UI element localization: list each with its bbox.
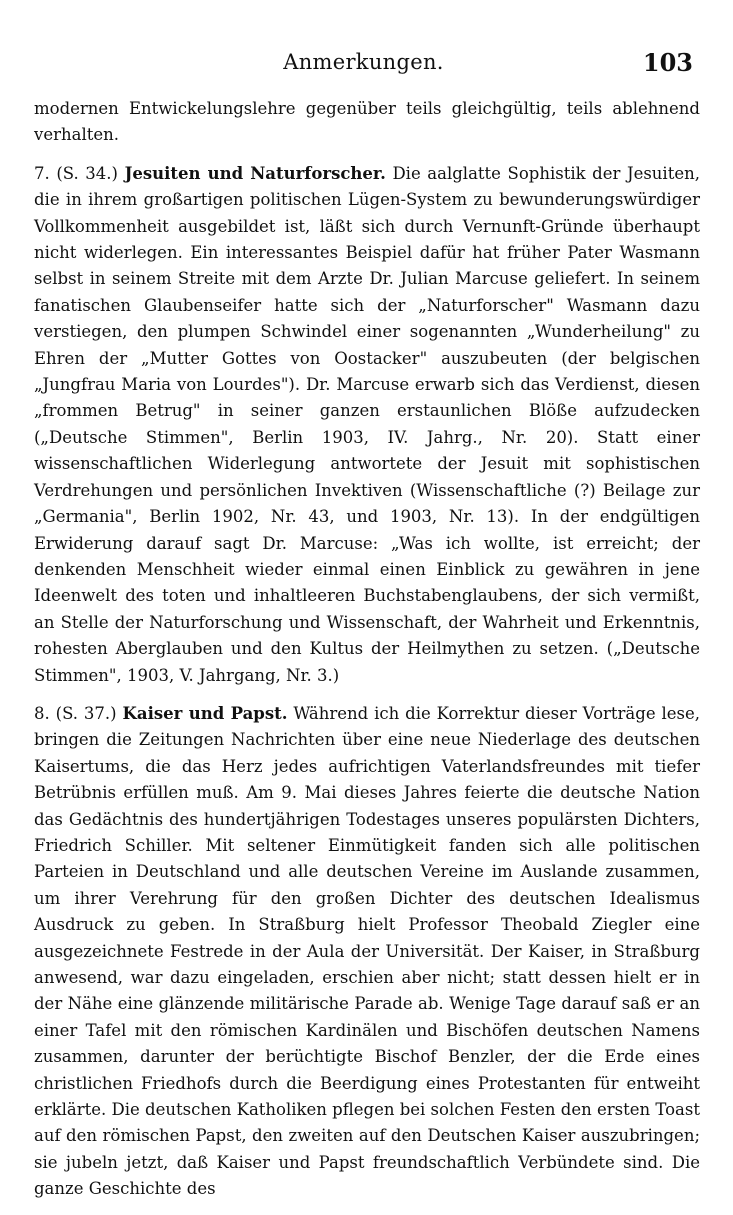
note-8-text: Während ich die Korrektur dieser Vorträge lese, bringen die Zeitungen Nachrichten über eine neue Niederlage des deutschen Kaisertums, die das Herz jedes aufrichtigen Vaterlandsfreundes mit tiefer Betrübnis erfüllen muß. Am 9. Mai dieses Jahres feierte die deutsche Nation das Gedächtnis des hundertjährigen Todestages unseres populärsten Dichters, Friedrich Schiller. Mit seltener Einmütigkeit fanden sich alle politischen Parteien in Deutschland und alle deutschen Vereine im Auslande zusammen, um ihrer Verehrung für den großen Dichter des deutschen Idealismus Ausdruck zu geben. In Straßburg hielt Professor Theobald Ziegler eine ausgezeichnete Festrede in der Aula der Universität. Der Kaiser, in Straßburg anwesend, war dazu eingeladen, erschien aber nicht; statt dessen hielt er in der Nähe eine glänzende militärische Parade ab. Wenige Tage darauf saß er an einer Tafel mit den römischen Kardinälen und Bischöfen deutschen Namens zusammen, darunter der berüchtigte Bischof Benzler, der die Erde eines christlichen Friedhofs durch die Beerdigung eines Protestanten für entweiht erklärte. Die deutschen Katholiken pflegen bei solchen Festen den ersten Toast auf den römischen Papst, den zweiten auf den Deutschen Kaiser auszubringen; sie jubeln jetzt, daß Kaiser und Papst freundschaftlich Verbündete sind. Die ganze Geschichte des [34, 703, 700, 1199]
note-7-text: Die aalglatte Sophistik der Jesuiten, die in ihrem großartigen politischen Lügen-System zu bewunderungswürdiger Vollkommenheit ausgebildet ist, läßt sich durch Vernunft-Gründe überhaupt nicht widerlegen. Ein interessantes Beispiel dafür hat früher Pater Wasmann selbst in seinem Streite mit dem Arzte Dr. Julian Marcuse geliefert. In seinem fanatischen Glaubenseifer hatte sich der „Naturforscher" Wasmann dazu verstiegen, den plumpen Schwindel einer sogenannten „Wunderheilung" zu Ehren der „Mutter Gottes von Oostacker" auszubeuten (der belgischen „Jungfrau Maria von Lourdes"). Dr. Marcuse erwarb sich das Verdienst, diesen „frommen Betrug" in seiner ganzen erstaunlichen Blöße aufzudecken („Deutsche Stimmen", Berlin 1903, IV. Jahrg., Nr. 20). Statt einer wissenschaftlichen Widerlegung antwortete der Jesuit mit sophistischen Verdrehungen und persönlichen Invektiven (Wissenschaftliche (?) Beilage zur „Germania", Berlin 1902, Nr. 43, und 1903, Nr. 13). In der endgültigen Erwiderung darauf sagt Dr. Marcuse: „Was ich wollte, ist erreicht; der denkenden Menschheit wieder einmal einen Einblick zu gewähren in jene Ideenwelt des toten und inhaltleeren Buchstabenglaubens, der sich vermißt, an Stelle der Naturforschung und Wissenschaft, der Wahrheit und Erkenntnis, rohesten Aberglauben und den Kultus der Heilmythen zu setzen. („Deutsche Stimmen", 1903, V. Jahrgang, Nr. 3.) [34, 163, 700, 685]
running-title: Anmerkungen. [283, 50, 444, 74]
note-7 [34, 161, 700, 689]
body-text [34, 96, 700, 1215]
page-number: 103 [642, 48, 693, 77]
note-8-title: Kaiser und Papst. [122, 703, 288, 723]
paragraph-continuation: modernen Entwickelungslehre gegenüber teils gleichgültig, teils ablehnend verhalten. [34, 99, 700, 145]
note-7-number: 7. (S. 34.) [34, 163, 118, 183]
note-8 [34, 701, 700, 1203]
note-8-number: 8. (S. 37.) [34, 703, 117, 723]
running-head [34, 44, 693, 78]
note-7-title: Jesuiten und Naturforscher. [124, 163, 386, 183]
